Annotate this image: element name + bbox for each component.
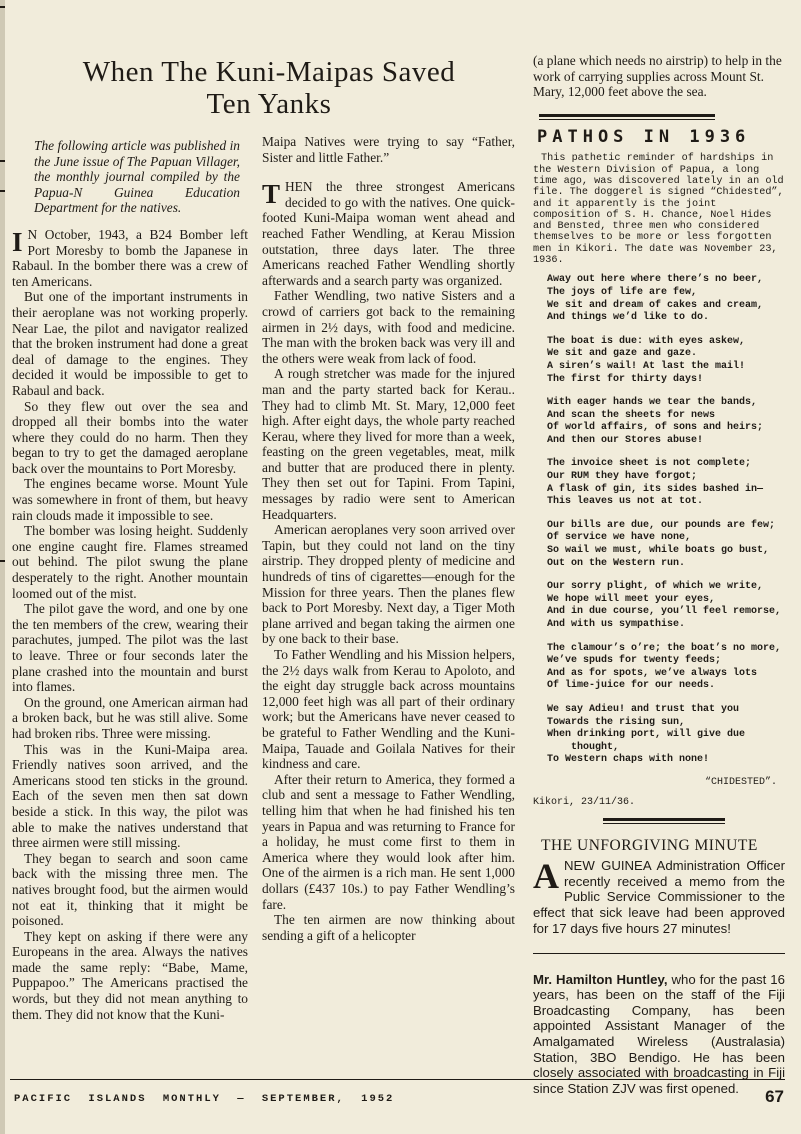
article-paragraph-continued: (a plane which needs no airstrip) to help in the work of carrying supplies across Mount St. Mary, 12,000 feet above the sea. bbox=[533, 53, 782, 100]
binding-mark bbox=[0, 560, 5, 562]
poem-line: A flask of gin, its sides bashed in— bbox=[547, 483, 764, 495]
poem-line: Of service we have none, bbox=[547, 532, 692, 544]
binding-mark bbox=[0, 160, 5, 162]
section-divider bbox=[533, 953, 785, 954]
drop-cap: T bbox=[262, 179, 281, 210]
poem-line: So wail we must, while boats go bust, bbox=[547, 545, 770, 557]
poem-line: Out on the Western run. bbox=[547, 557, 686, 569]
poem-line: And with us sympathise. bbox=[547, 619, 686, 630]
poem-line: With eager hands we tear the bands, bbox=[547, 397, 758, 409]
page-number: 67 bbox=[765, 1087, 784, 1106]
poem-stanza bbox=[547, 643, 785, 693]
poem-line: Our RUM they have forgot; bbox=[547, 471, 698, 483]
poem-stanza bbox=[547, 581, 785, 631]
poem-line: And then our Stores abuse! bbox=[547, 434, 704, 446]
article-lead-paragraph bbox=[12, 227, 248, 289]
unforgiving-heading: THE UNFORGIVING MINUTE bbox=[541, 837, 758, 855]
poem-line: A siren’s wail! At last the mail! bbox=[547, 360, 746, 372]
poem-line: Of lime-juice for our needs. bbox=[547, 680, 716, 692]
article-paragraph: The engines became worse. Mount Yule was somewhere in front of them, but heavy rain clouds made it impossible to see. bbox=[12, 476, 248, 523]
poem-line: We hope will meet your eyes, bbox=[547, 593, 716, 605]
binding-mark bbox=[0, 6, 5, 8]
poem-line: We sit and dream of cakes and cream, bbox=[547, 299, 764, 311]
poem-line: thought, bbox=[547, 741, 620, 753]
article-column-2 bbox=[262, 134, 515, 943]
poem-line: When drinking port, will give due bbox=[547, 729, 746, 741]
article-paragraph: The pilot gave the word, and one by one the ten members of the crew, wearing their parachutes, jumped. The pilot was the last to leave. Three or four seconds later the plane crashed into the mountain and burst into flames. bbox=[12, 601, 248, 695]
poem-line: And as for spots, we’ve always lots bbox=[547, 667, 758, 679]
article-section-lead bbox=[262, 179, 515, 288]
poem-line: To Western chaps with none! bbox=[547, 754, 710, 766]
poem-stanza bbox=[547, 336, 785, 386]
section-lead-text: HEN the three strongest Americans decided to go with the natives. One quick-footed Kuni-Maipa woman went ahead and reached Father Wendling, at Kerau Mission outstation, three days later. The three Americans reached Father Wendling shortly afterwards and a search party was organized. bbox=[262, 179, 515, 288]
drop-cap: I bbox=[12, 226, 23, 257]
article-paragraph: On the ground, one American airman had a broken back, but he was still alive. Some had broken ribs. Three were missing. bbox=[12, 694, 248, 741]
poem bbox=[533, 274, 785, 767]
poem-stanza bbox=[547, 397, 785, 447]
article-title bbox=[34, 56, 504, 120]
poem-line: This leaves us not at tot. bbox=[547, 496, 704, 508]
poem-line: The joys of life are few, bbox=[547, 286, 698, 298]
page-footer bbox=[14, 1087, 784, 1111]
poem-line: And in due course, you’ll feel remorse, bbox=[547, 606, 782, 618]
article-paragraph: After their return to America, they formed a club and sent a message to Father Wendling, telling him that when he had finished his ten years in Papua and was returning to France for a holiday, he must come first to them in America where they would look after him. One of the airmen is a rich man. He sent 1,000 dollars (£437 10s.) to pay Father Wendling’s fare. bbox=[262, 771, 515, 912]
article-paragraph: They kept on asking if there were any Europeans in the area. Always the natives made the same reply: “Babe, Mame, Puppapoo.” The Americans practised the words, but they did not mean anything to them. They did not know that the Kuni- bbox=[12, 928, 248, 1022]
footer-divider bbox=[10, 1079, 785, 1080]
article-paragraph: American aeroplanes very soon arrived over Tapin, but they could not land on the tiny airstrip. They dropped plenty of medicine and hundreds of tins of cigarettes—enough for the Mission for three years. Then the planes flew back to Port Moresby. Next day, a Tiger Moth plane arrived and began taking the airmen one by one back to their base. bbox=[262, 522, 515, 647]
huntley-name: Mr. Hamilton Huntley, bbox=[533, 971, 668, 987]
poem-line: We say Adieu! and trust that you bbox=[547, 703, 740, 715]
lead-paragraph-text: N October, 1943, a B24 Bomber left Port Moresby to bomb the Japanese in Rabaul. In the bomber there was a crew of ten Americans. bbox=[12, 226, 248, 289]
huntley-text: who for the past 16 years, has been on the staff of the Fiji Broadcasting Company, has been appointed Assistant Manager of the Amalgamated Wireless (Australasia) Station, 3BO Bendigo. He has been closely associated with broadcasting in Fiji since Station ZJV was first opened. bbox=[533, 971, 785, 1096]
poem-line: Our sorry plight, of which we write, bbox=[547, 581, 764, 593]
poem-line: We sit and gaze and gaze. bbox=[547, 348, 698, 360]
poem-line: Of world affairs, of sons and heirs; bbox=[547, 422, 764, 434]
article-column-1 bbox=[12, 138, 248, 1022]
poem-line: Away out here where there’s no beer, bbox=[547, 274, 764, 286]
article-intro: The following article was published in the June issue of The Papuan Villager, the monthly journal compiled by the Papua-N Guinea Education Department for the natives. bbox=[34, 138, 240, 216]
poem-stanza bbox=[547, 520, 785, 570]
article-title-line-1: When The Kuni-Maipas Saved bbox=[82, 56, 456, 88]
poem-line: The clamour’s o’re; the boat’s no more, bbox=[547, 642, 782, 654]
poem-line: And things we’d like to do. bbox=[547, 312, 710, 324]
pathos-heading: PATHOS IN 1936 bbox=[537, 126, 751, 147]
article-paragraph: The ten airmen are now thinking about sending a gift of a helicopter bbox=[262, 912, 515, 943]
poem-line: The boat is due: with eyes askew, bbox=[547, 335, 746, 347]
article-title-line-2: Ten Yanks bbox=[206, 88, 332, 120]
article-paragraph: To Father Wendling and his Mission helpers, the 2½ days walk from Kerau to Apoloto, and the eight day struggle back across mountains 12,000 feet high was all part of their ordinary work; but the Americans have never ceased to be grateful to Father Wendling and the Kuni-Maipa, Tauade and Goilala Natives for their kindness and care. bbox=[262, 647, 515, 772]
poem-line: We’ve spuds for twenty feeds; bbox=[547, 655, 722, 667]
poem-line: Towards the rising sun, bbox=[547, 716, 686, 728]
poem-line: The first for thirty days! bbox=[547, 373, 704, 385]
article-paragraph: This was in the Kuni-Maipa area. Friendly natives soon arrived, and the Americans stood ten sticks in the ground. Each of the seven men then sat down beside a stick. In this way, the pilot was able to make the natives understand that three airmen were still missing. bbox=[12, 741, 248, 851]
huntley-news-item bbox=[533, 972, 785, 1097]
poem-stanza bbox=[547, 274, 785, 324]
poem-place-date: Kikori, 23/11/36. bbox=[533, 796, 636, 808]
poem-line: And scan the sheets for news bbox=[547, 409, 716, 421]
magazine-footer-line: PACIFIC ISLANDS MONTHLY — SEPTEMBER, 1952 bbox=[14, 1093, 395, 1105]
binding-mark bbox=[0, 190, 5, 192]
poem-line: The invoice sheet is not complete; bbox=[547, 458, 752, 470]
poem-line: Our bills are due, our pounds are few; bbox=[547, 519, 776, 531]
article-paragraph: The bomber was losing height. Suddenly one engine caught fire. Flames streamed out behind. The pilot swung the plane desperately to the right. Another mountain loomed out of the mist. bbox=[12, 523, 248, 601]
page-binding-edge bbox=[0, 0, 5, 1134]
article-paragraph: But one of the important instruments in their aeroplane was not working properly. Near Lae, the pilot and navigator realized that the broken instrument had done a great deal of damage to the engines. They decided it would be impossible to get to Rabaul and back. bbox=[12, 289, 248, 398]
article-paragraph: A rough stretcher was made for the injured man and the party started back for Kerau.. They had to climb Mt. St. Mary, 12,000 feet high. After eight days, the whole party reached Kerau, where they lived for more than a week, feasting on the green vegetables, meat, milk and butter that are produced there in plenty. They then set out for Tapini. From Tapini, messages by radio were sent to American Headquarters. bbox=[262, 366, 515, 522]
article-paragraph: They began to search and soon came back with the missing three men. The natives brought food, but the airmen would not eat it, thinking that it might be poisoned. bbox=[12, 850, 248, 929]
poem-stanza bbox=[547, 458, 785, 508]
article-paragraph: Father Wendling, two native Sisters and a crowd of carriers got back to the remaining airmen in 2½ days, with food and medicine. The man with the broken back was very ill and the others were weak from lack of food. bbox=[262, 288, 515, 366]
article-paragraph-continued: Maipa Natives were trying to say “Father, Sister and little Father.” bbox=[262, 134, 515, 165]
section-divider bbox=[603, 818, 725, 824]
poem-stanza bbox=[547, 704, 785, 767]
article-paragraph: So they flew out over the sea and dropped all their bombs into the water where they could do no harm. Then they began to try to get the damaged aeroplane back over the mountains to Port Moresby. bbox=[12, 398, 248, 476]
drop-cap: A bbox=[533, 855, 559, 896]
pathos-intro: This pathetic reminder of hardships in the Western Division of Papua, a long time ago, was discovered lately in an old file. The doggerel is signed “Chidested”, and it apparently is the joint composition of S. H. Chance, Noel Hides and Bensted, three men who considered themselves to be more or less forgotten men in Kikori. The date was November 23, 1936. bbox=[533, 153, 784, 267]
poem-signature: “CHIDESTED”. bbox=[704, 776, 777, 788]
unforgiving-body bbox=[533, 855, 785, 937]
unforgiving-text: NEW GUINEA Administration Officer recently received a memo from the Public Service Commissioner to the effect that sick leave had been approved for 17 days five hours 27 minutes! bbox=[533, 857, 785, 936]
sidebar-column bbox=[533, 53, 785, 1096]
section-divider bbox=[539, 114, 715, 120]
